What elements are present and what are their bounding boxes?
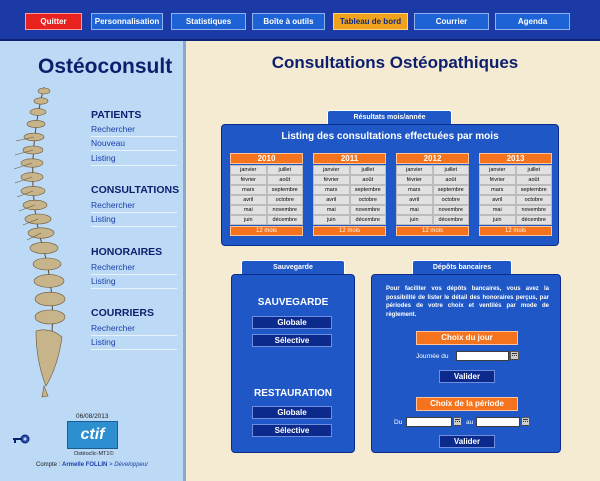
month-button[interactable]: octobre xyxy=(350,195,387,205)
bank-description: Pour faciliter vos dépôts bancaires, vous avez la possibilité de lister le détail des honoraires perçus, par périodes de votre choix et ventilés par mode de règlement. xyxy=(386,286,549,318)
calendar-icon[interactable] xyxy=(521,417,530,426)
month-button[interactable]: mars xyxy=(396,185,433,195)
month-button[interactable]: mai xyxy=(230,205,267,215)
honoraires-section-title: HONORAIRES xyxy=(91,246,163,258)
honoraires-rechercher-link[interactable]: Rechercher xyxy=(91,262,177,275)
restauration-selective-button[interactable]: Sélective xyxy=(252,424,332,437)
consultations-rechercher-link[interactable]: Rechercher xyxy=(91,200,177,213)
consultations-section-title: CONSULTATIONS xyxy=(91,184,180,196)
month-button[interactable]: février xyxy=(313,175,350,185)
month-button[interactable]: janvier xyxy=(230,165,267,175)
twelve-months-button[interactable]: 12 mois xyxy=(313,226,386,236)
choix-du-jour-button[interactable]: Choix du jour xyxy=(416,331,518,345)
month-button[interactable]: mars xyxy=(313,185,350,195)
year-header[interactable]: 2013 xyxy=(479,153,552,164)
month-button[interactable]: juillet xyxy=(433,165,470,175)
year-card-2013 xyxy=(479,153,552,236)
month-button[interactable]: mars xyxy=(479,185,516,195)
journee-date-field[interactable] xyxy=(456,351,509,361)
results-heading: Listing des consultations effectuées par mois xyxy=(281,131,499,142)
month-button[interactable]: décembre xyxy=(516,215,553,225)
month-button[interactable]: juin xyxy=(396,215,433,225)
year-card-2012 xyxy=(396,153,469,236)
month-button[interactable]: juillet xyxy=(516,165,553,175)
patients-section-title: PATIENTS xyxy=(91,109,142,121)
month-button[interactable]: décembre xyxy=(267,215,304,225)
page-title: Consultations Ostéopathiques xyxy=(271,53,519,72)
month-grid xyxy=(313,165,386,225)
tab-sauvegarde[interactable]: Sauvegarde xyxy=(241,260,345,275)
month-button[interactable]: septembre xyxy=(516,185,553,195)
month-button[interactable]: novembre xyxy=(267,205,304,215)
boite-a-outils-button[interactable]: Boîte à outils xyxy=(252,13,325,30)
month-button[interactable]: juillet xyxy=(350,165,387,175)
tab-resultats-mois-annee[interactable]: Résultats mois/année xyxy=(327,110,452,125)
quit-button[interactable]: Quitter xyxy=(25,13,82,30)
save-panel xyxy=(231,274,355,453)
month-grid xyxy=(479,165,552,225)
du-label: Du xyxy=(394,419,403,426)
month-button[interactable]: avril xyxy=(396,195,433,205)
restauration-heading: RESTAURATION xyxy=(254,388,332,399)
month-button[interactable]: mai xyxy=(313,205,350,215)
year-card-2010 xyxy=(230,153,303,236)
tab-depots-bancaires[interactable]: Dépôts bancaires xyxy=(412,260,512,275)
software-version: Ostéoclic-MT1© xyxy=(74,451,114,457)
year-header[interactable]: 2011 xyxy=(313,153,386,164)
journee-du-label: Journée du xyxy=(416,353,449,360)
calendar-icon[interactable] xyxy=(453,417,462,426)
twelve-months-button[interactable]: 12 mois xyxy=(396,226,469,236)
courriers-listing-link[interactable]: Listing xyxy=(91,337,177,350)
calendar-icon[interactable] xyxy=(510,351,519,360)
sauvegarde-selective-button[interactable]: Sélective xyxy=(252,334,332,347)
patients-nouveau-link[interactable]: Nouveau xyxy=(91,138,177,151)
month-button[interactable]: décembre xyxy=(350,215,387,225)
patients-rechercher-link[interactable]: Rechercher xyxy=(91,124,177,137)
honoraires-listing-link[interactable]: Listing xyxy=(91,276,177,289)
month-button[interactable]: octobre xyxy=(267,195,304,205)
statistiques-button[interactable]: Statistiques xyxy=(171,13,246,30)
courriers-section-title: COURRIERS xyxy=(91,307,155,319)
spine-illustration xyxy=(10,81,68,399)
month-button[interactable]: août xyxy=(267,175,304,185)
app-brand-title: Ostéoconsult xyxy=(38,55,173,78)
account-info xyxy=(36,462,148,468)
month-button[interactable]: mai xyxy=(479,205,516,215)
personnalisation-button[interactable]: Personnalisation xyxy=(91,13,163,30)
month-button[interactable]: janvier xyxy=(479,165,516,175)
month-button[interactable]: février xyxy=(230,175,267,185)
month-button[interactable]: juin xyxy=(230,215,267,225)
month-button[interactable]: septembre xyxy=(433,185,470,195)
au-label: au xyxy=(466,419,474,426)
du-date-field[interactable] xyxy=(406,417,452,427)
month-button[interactable]: septembre xyxy=(350,185,387,195)
month-button[interactable]: août xyxy=(350,175,387,185)
top-navigation-bar xyxy=(0,0,600,41)
results-panel xyxy=(221,124,559,246)
valider-jour-button[interactable]: Valider xyxy=(439,370,495,383)
month-grid xyxy=(230,165,303,225)
account-prefix: Compte : xyxy=(36,462,61,468)
month-button[interactable]: avril xyxy=(479,195,516,205)
consultations-listing-link[interactable]: Listing xyxy=(91,214,177,227)
key-icon[interactable] xyxy=(12,433,30,445)
month-button[interactable]: février xyxy=(396,175,433,185)
sauvegarde-heading: SAUVEGARDE xyxy=(257,297,329,308)
month-button[interactable]: octobre xyxy=(433,195,470,205)
month-button[interactable]: janvier xyxy=(313,165,350,175)
courriers-rechercher-link[interactable]: Rechercher xyxy=(91,323,177,336)
month-button[interactable]: février xyxy=(479,175,516,185)
patients-listing-link[interactable]: Listing xyxy=(91,153,177,166)
account-name: Armelle FOLLIN xyxy=(62,462,108,468)
month-button[interactable]: novembre xyxy=(516,205,553,215)
month-button[interactable]: juin xyxy=(313,215,350,225)
month-button[interactable]: août xyxy=(433,175,470,185)
sidebar xyxy=(0,41,186,481)
agenda-button[interactable]: Agenda xyxy=(495,13,570,30)
month-button[interactable]: décembre xyxy=(433,215,470,225)
restauration-globale-button[interactable]: Globale xyxy=(252,406,332,419)
month-button[interactable]: novembre xyxy=(433,205,470,215)
bank-deposits-panel xyxy=(371,274,561,453)
year-header[interactable]: 2012 xyxy=(396,153,469,164)
month-button[interactable]: mars xyxy=(230,185,267,195)
year-card-2011 xyxy=(313,153,386,236)
account-role: > Développeur xyxy=(109,462,149,468)
month-button[interactable]: juillet xyxy=(267,165,304,175)
month-button[interactable]: avril xyxy=(230,195,267,205)
tableau-de-bord-button[interactable]: Tableau de bord xyxy=(333,13,408,30)
year-header[interactable]: 2010 xyxy=(230,153,303,164)
month-button[interactable]: octobre xyxy=(516,195,553,205)
au-date-field[interactable] xyxy=(476,417,520,427)
valider-periode-button[interactable]: Valider xyxy=(439,435,495,448)
month-button[interactable]: août xyxy=(516,175,553,185)
month-button[interactable]: mai xyxy=(396,205,433,215)
choix-de-la-periode-button[interactable]: Choix de la période xyxy=(416,397,518,411)
month-button[interactable]: janvier xyxy=(396,165,433,175)
twelve-months-button[interactable]: 12 mois xyxy=(230,226,303,236)
month-button[interactable]: juin xyxy=(479,215,516,225)
month-grid xyxy=(396,165,469,225)
month-button[interactable]: septembre xyxy=(267,185,304,195)
twelve-months-button[interactable]: 12 mois xyxy=(479,226,552,236)
month-button[interactable]: avril xyxy=(313,195,350,205)
current-date: 06/08/2013 xyxy=(76,413,109,420)
month-button[interactable]: novembre xyxy=(350,205,387,215)
courrier-button[interactable]: Courrier xyxy=(414,13,489,30)
sauvegarde-globale-button[interactable]: Globale xyxy=(252,316,332,329)
company-logo: ctif xyxy=(67,421,118,449)
